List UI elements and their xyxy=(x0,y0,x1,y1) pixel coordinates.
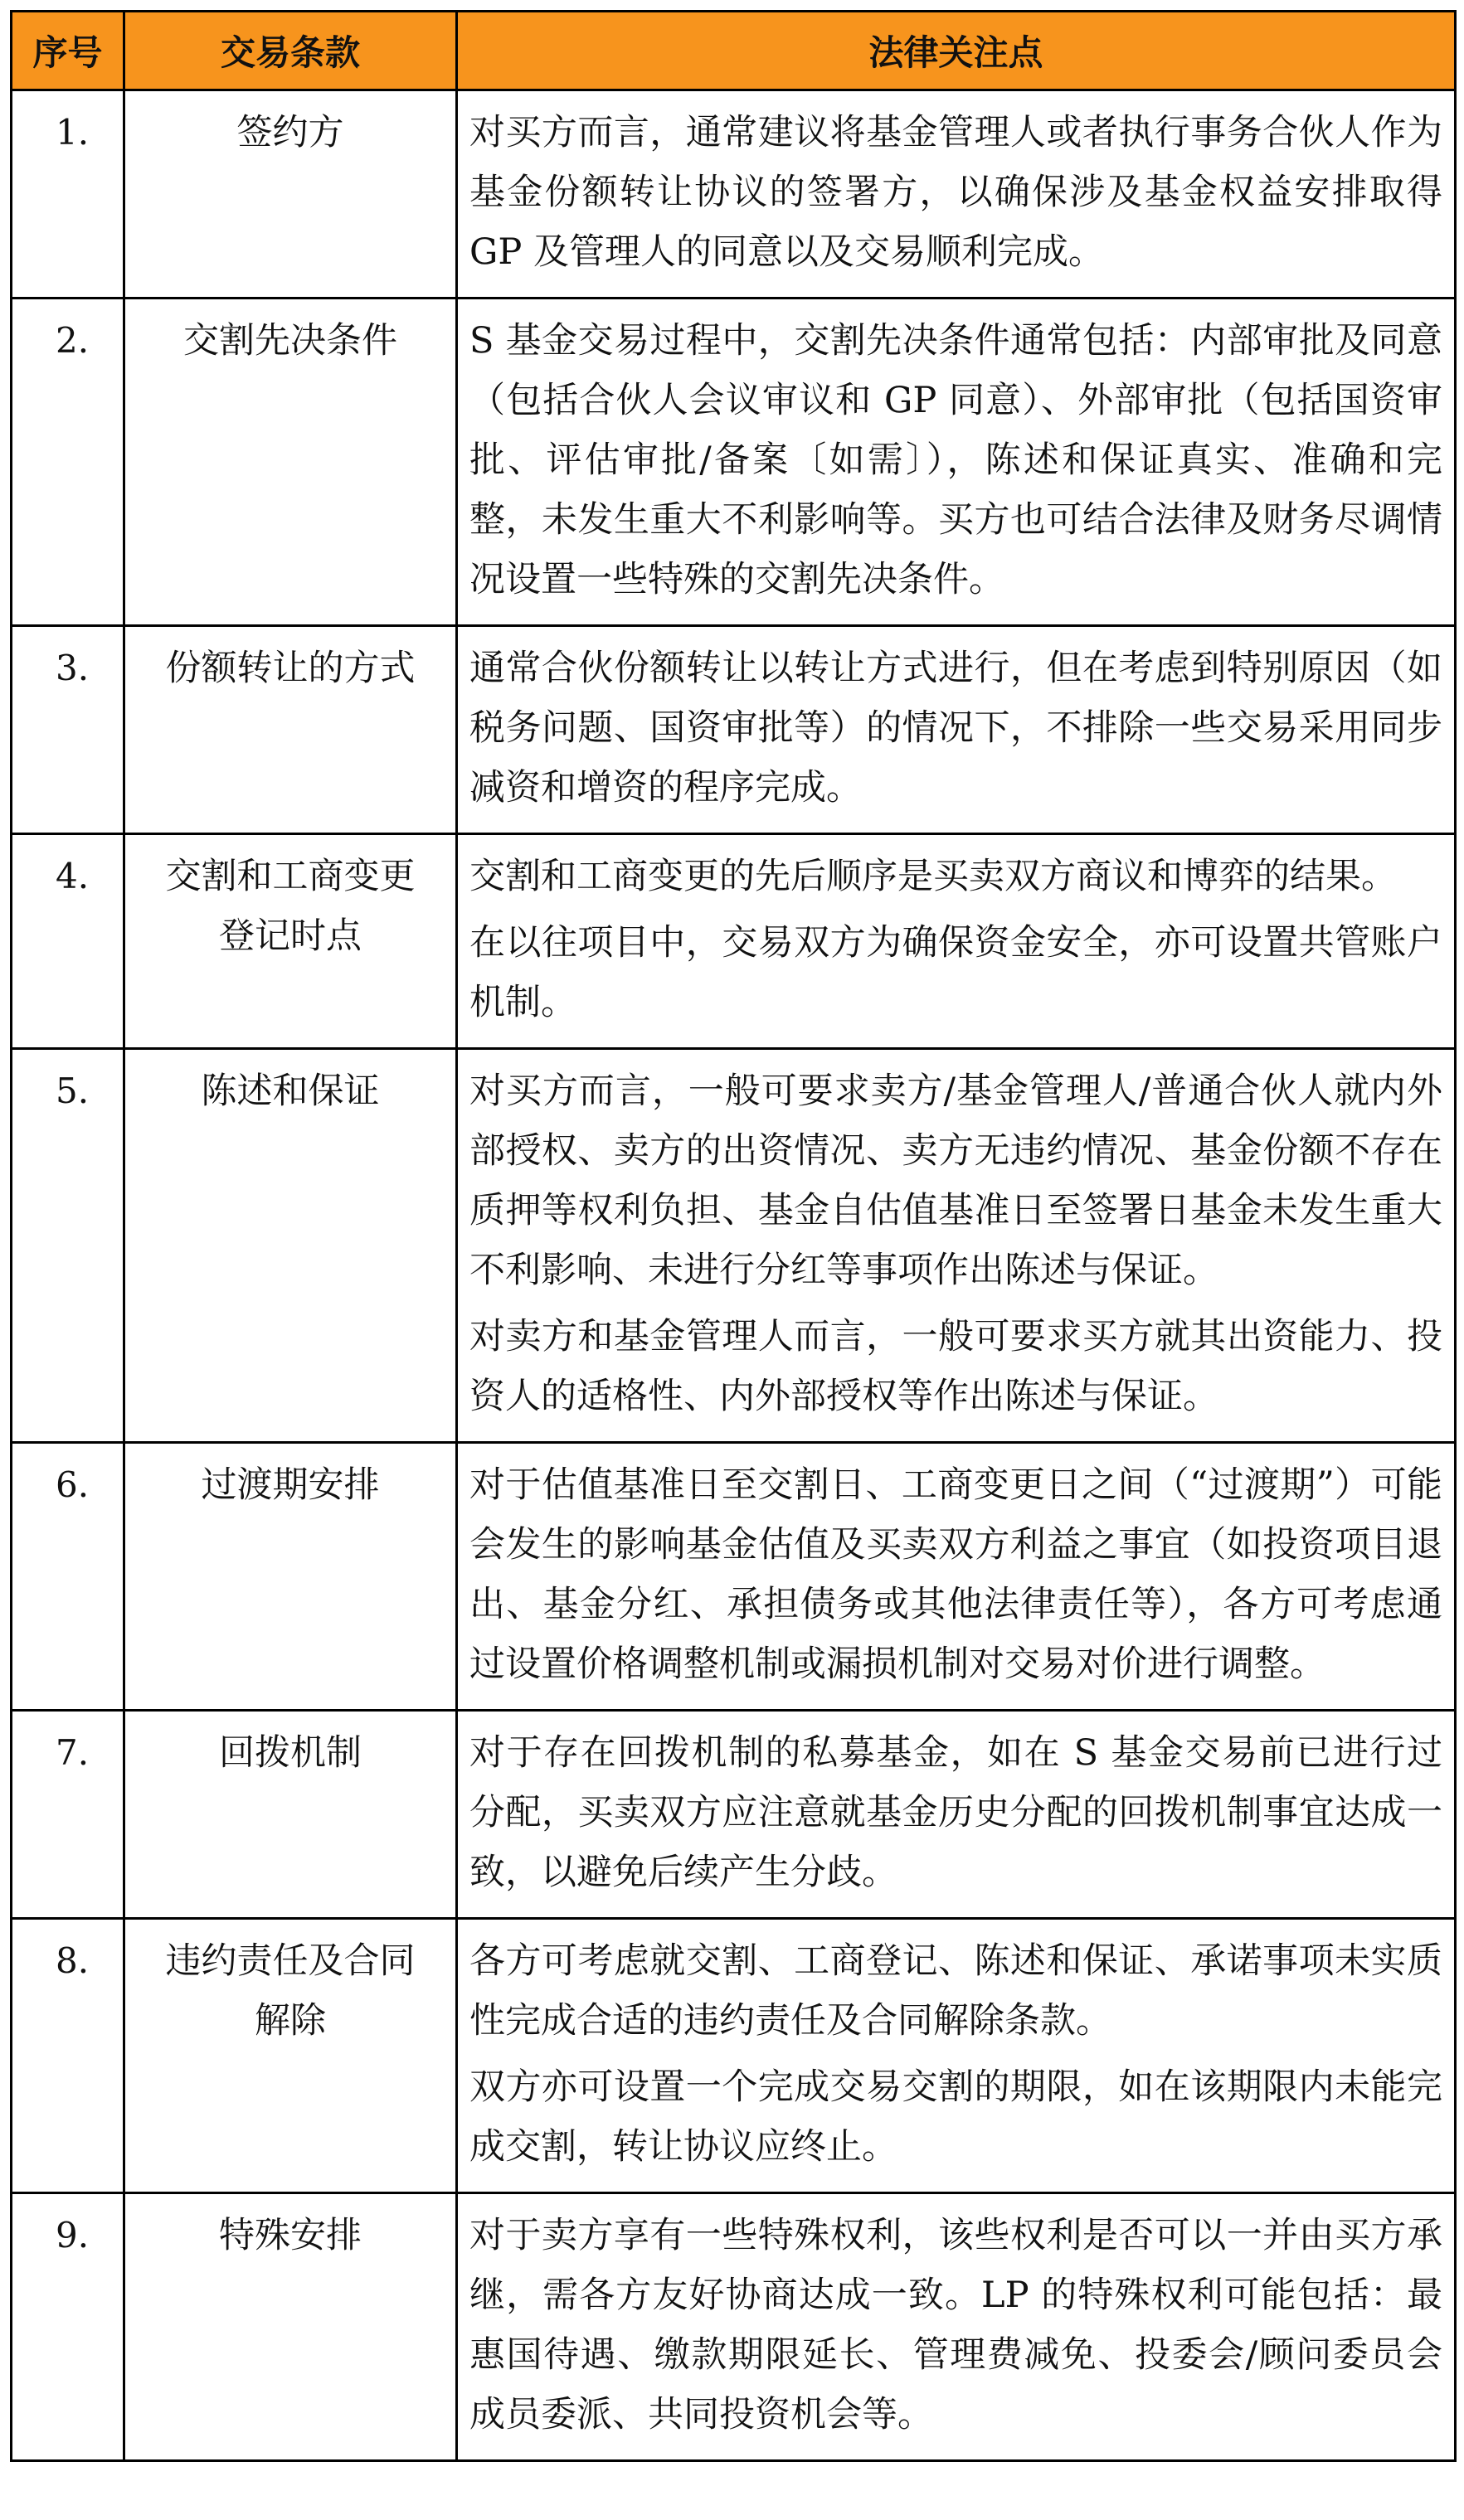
row-index: 8. xyxy=(12,1919,124,2193)
row-legal-points xyxy=(457,1443,1456,1711)
row-index: 9. xyxy=(12,2193,124,2461)
row-legal-points xyxy=(457,834,1456,1049)
legal-point-paragraph: 在以往项目中，交易双方为确保资金安全，亦可设置共管账户机制。 xyxy=(469,922,1442,1023)
legal-point-paragraph: S 基金交易过程中，交割先决条件通常包括：内部审批及同意（包括合伙人会议审议和 GP 同意）、外部审批（包括国资审批、评估审批/备案〔如需〕），陈述和保证真实、准确和完整，未发生重大不利影响等。买方也可结合法律及财务尽调情况设置一些特殊的交割先决条件。 xyxy=(469,320,1442,600)
row-index: 4. xyxy=(12,834,124,1049)
row-term: 特殊安排 xyxy=(124,2193,457,2461)
header-index: 序号 xyxy=(12,12,124,90)
table-row xyxy=(12,626,1456,834)
legal-point-paragraph: 各方可考虑就交割、工商登记、陈述和保证、承诺事项未实质性完成合适的违约责任及合同解除条款。 xyxy=(469,1940,1442,2042)
header-row xyxy=(12,12,1456,90)
table-row xyxy=(12,834,1456,1049)
row-term: 过渡期安排 xyxy=(124,1443,457,1711)
table-row xyxy=(12,1711,1456,1919)
legal-point-paragraph: 对买方而言，一般可要求卖方/基金管理人/普通合伙人就内外部授权、卖方的出资情况、卖方无违约情况、基金份额不存在质押等权利负担、基金自估值基准日至签署日基金未发生重大不利影响、未进行分红等事项作出陈述与保证。 xyxy=(469,1071,1442,1291)
header-term: 交易条款 xyxy=(124,12,457,90)
row-legal-points xyxy=(457,299,1456,626)
legal-point-paragraph: 对卖方和基金管理人而言，一般可要求买方就其出资能力、投资人的适格性、内外部授权等作出陈述与保证。 xyxy=(469,1316,1442,1417)
table-row xyxy=(12,90,1456,299)
header-legal-points: 法律关注点 xyxy=(457,12,1456,90)
table-row xyxy=(12,1049,1456,1443)
row-index: 3. xyxy=(12,626,124,834)
row-index: 2. xyxy=(12,299,124,626)
transaction-terms-table xyxy=(10,10,1457,2462)
row-term: 交割先决条件 xyxy=(124,299,457,626)
row-term: 签约方 xyxy=(124,90,457,299)
row-term: 回拨机制 xyxy=(124,1711,457,1919)
row-index: 5. xyxy=(12,1049,124,1443)
row-legal-points xyxy=(457,1919,1456,2193)
legal-point-paragraph: 对于估值基准日至交割日、工商变更日之间（“过渡期”）可能会发生的影响基金估值及买卖双方利益之事宜（如投资项目退出、基金分红、承担债务或其他法律责任等），各方可考虑通过设置价格调整机制或漏损机制对交易对价进行调整。 xyxy=(469,1464,1442,1685)
table-header xyxy=(12,12,1456,90)
legal-point-paragraph: 对于存在回拨机制的私募基金，如在 S 基金交易前已进行过分配，买卖双方应注意就基金历史分配的回拨机制事宜达成一致，以避免后续产生分歧。 xyxy=(469,1732,1442,1893)
table-row xyxy=(12,299,1456,626)
row-term: 份额转让的方式 xyxy=(124,626,457,834)
table-body xyxy=(12,90,1456,2461)
table-row xyxy=(12,2193,1456,2461)
row-legal-points xyxy=(457,1049,1456,1443)
table-row xyxy=(12,1443,1456,1711)
row-legal-points xyxy=(457,2193,1456,2461)
legal-point-paragraph: 对于卖方享有一些特殊权利，该些权利是否可以一并由买方承继，需各方友好协商达成一致。LP 的特殊权利可能包括：最惠国待遇、缴款期限延长、管理费减免、投委会/顾问委员会成员委派、共同投资机会等。 xyxy=(469,2215,1442,2435)
table-row xyxy=(12,1919,1456,2193)
row-term: 交割和工商变更登记时点 xyxy=(124,834,457,1049)
legal-point-paragraph: 通常合伙份额转让以转让方式进行，但在考虑到特别原因（如税务问题、国资审批等）的情况下，不排除一些交易采用同步减资和增资的程序完成。 xyxy=(469,648,1442,808)
legal-point-paragraph: 交割和工商变更的先后顺序是买卖双方商议和博弈的结果。 xyxy=(469,856,1397,897)
legal-point-paragraph: 对买方而言，通常建议将基金管理人或者执行事务合伙人作为基金份额转让协议的签署方，以确保涉及基金权益安排取得 GP 及管理人的同意以及交易顺利完成。 xyxy=(469,112,1442,273)
row-term: 陈述和保证 xyxy=(124,1049,457,1443)
row-term: 违约责任及合同解除 xyxy=(124,1919,457,2193)
row-index: 7. xyxy=(12,1711,124,1919)
row-legal-points xyxy=(457,1711,1456,1919)
row-index: 6. xyxy=(12,1443,124,1711)
row-legal-points xyxy=(457,626,1456,834)
row-index: 1. xyxy=(12,90,124,299)
legal-point-paragraph: 双方亦可设置一个完成交易交割的期限，如在该期限内未能完成交割，转让协议应终止。 xyxy=(469,2066,1442,2168)
transaction-terms-table-wrapper xyxy=(10,10,1454,2462)
row-legal-points xyxy=(457,90,1456,299)
